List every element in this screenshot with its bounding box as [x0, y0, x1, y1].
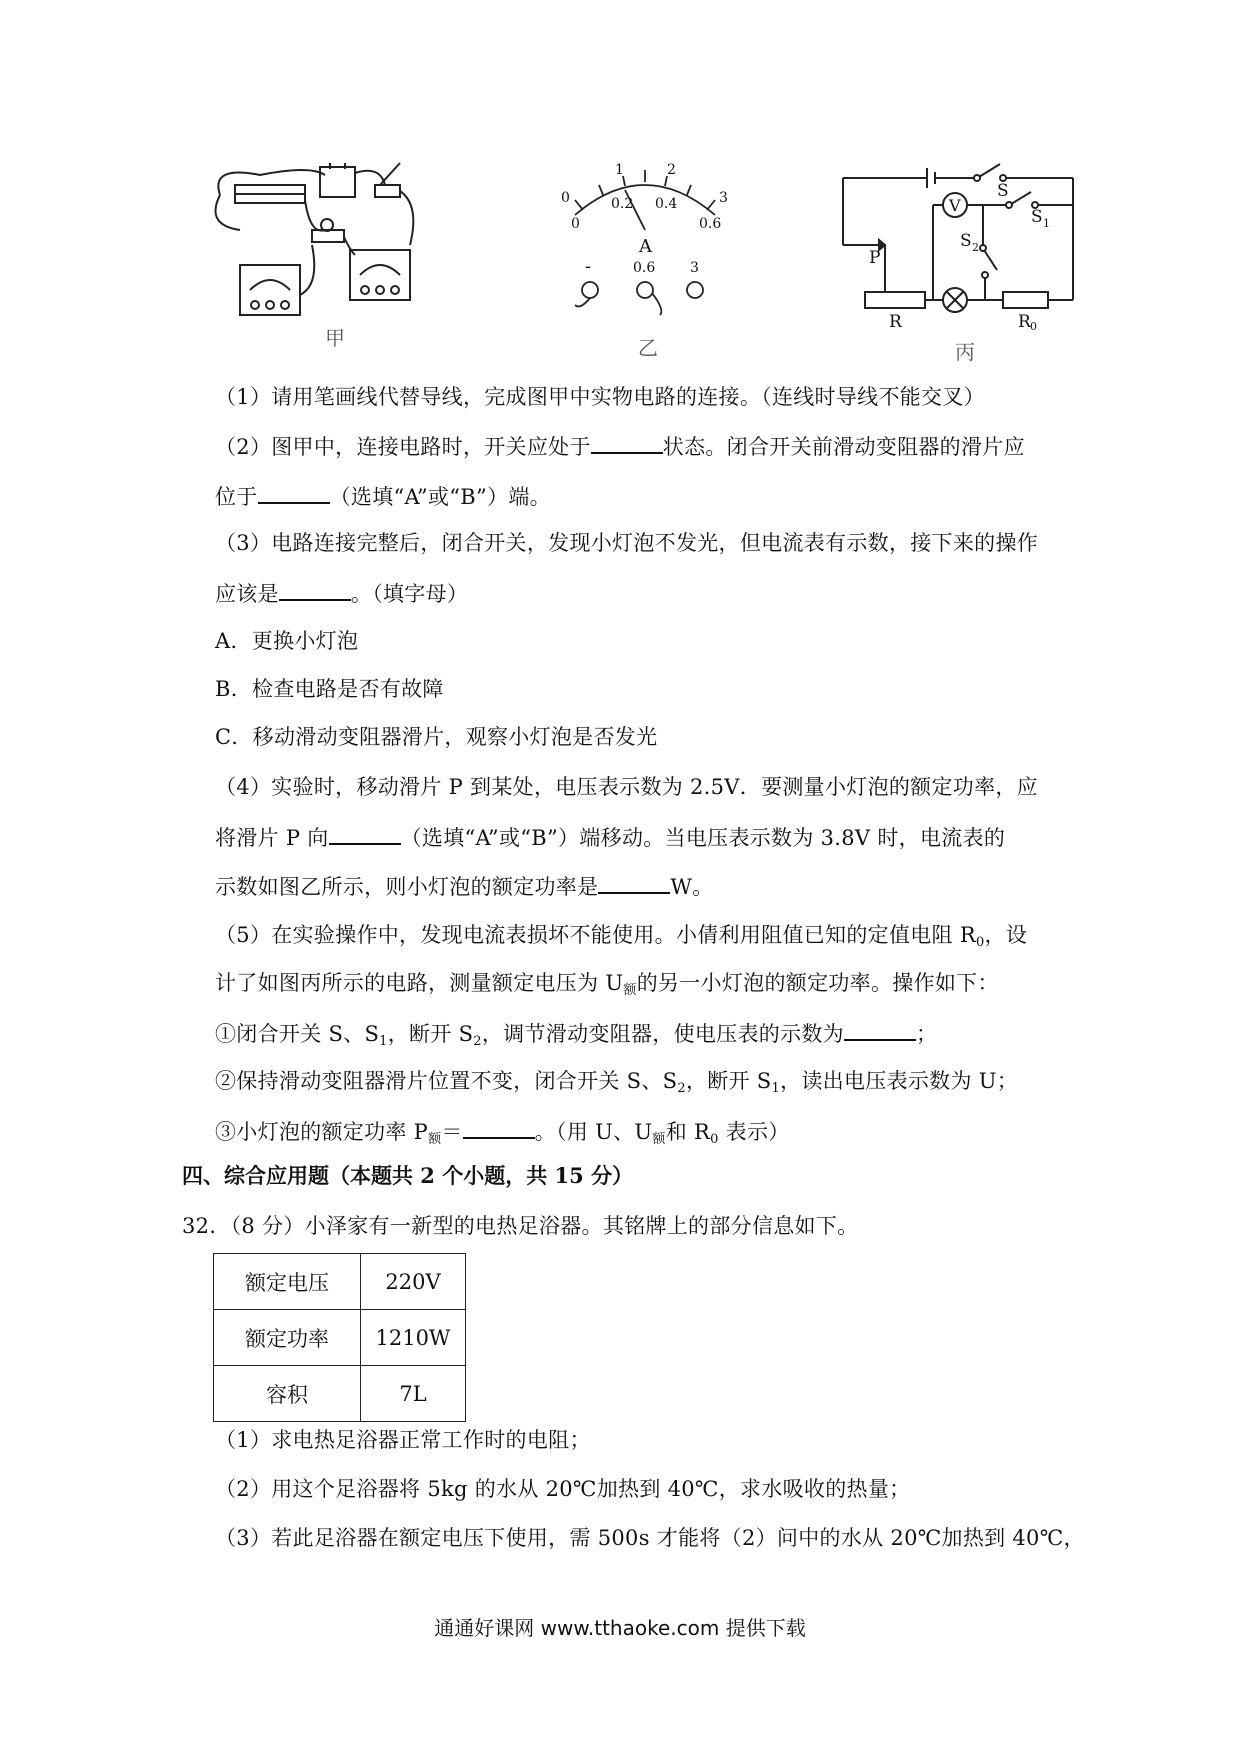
option-text: C．移动滑动变阻器滑片，观察小灯泡是否发光 [215, 725, 658, 749]
table-row [214, 1310, 466, 1366]
figure-jia-label: 甲 [325, 326, 345, 350]
q-text: ，断开 S [387, 1022, 474, 1046]
answer-blank-voltage[interactable] [844, 1017, 916, 1041]
q-text: ①闭合开关 S、S [215, 1022, 380, 1046]
q-text: （5）在实验操作中，发现电流表损坏不能使用。小倩利用阻值已知的定值电阻 R [215, 923, 976, 947]
table-cell: 220V [361, 1254, 466, 1310]
step-1 [215, 1017, 937, 1057]
table-row [214, 1366, 466, 1422]
option-c [215, 722, 657, 752]
circuit-label-s2-sub: 2 [972, 241, 979, 254]
ammeter-top-1: 1 [615, 162, 624, 178]
q-text: ，设 [984, 923, 1028, 947]
subscript: 0 [710, 1132, 719, 1147]
option-b [215, 674, 444, 704]
q-text: 。（用 U、U [534, 1120, 653, 1144]
figure-yi-ammeter [555, 160, 735, 330]
option-text: A．更换小灯泡 [215, 629, 359, 653]
q-text: （1）请用笔画线代替导线，完成图甲中实物电路的连接。（连线时导线不能交叉） [215, 385, 985, 409]
q-text: 和 R [665, 1120, 711, 1144]
q32-stem: 32．（8 分）小泽家有一新型的电热足浴器。其铭牌上的部分信息如下。 [182, 1214, 859, 1238]
ammeter-bottom-0: 0 [571, 216, 580, 232]
q-line-8 [215, 870, 714, 902]
table-cell: 1210W [361, 1310, 466, 1366]
q-line-6 [215, 772, 1038, 802]
q-text: ，读出电压表示数为 U； [780, 1069, 1019, 1093]
circuit-label-s1-sub: 1 [1043, 217, 1050, 230]
q-text: ； [915, 1022, 938, 1046]
q-line-5 [215, 577, 468, 609]
q-text: 示数如图乙所示，则小灯泡的额定功率是 [215, 875, 599, 899]
q32-part-1: （1）求电热足浴器正常工作时的电阻； [215, 1428, 591, 1452]
q-text: ＝ [441, 1120, 463, 1144]
table-row [214, 1254, 466, 1310]
circuit-label-p: P [869, 248, 881, 268]
section-heading: 四、综合应用题（本题共 2 个小题，共 15 分） [182, 1163, 634, 1188]
circuit-label-r: R [889, 312, 902, 330]
q-text: （选填“A”或“B”）端。 [329, 485, 551, 509]
q-text: （选填“A”或“B”）端移动。当电压表示数为 3.8V 时，电流表的 [400, 826, 1006, 850]
step-2 [215, 1066, 1018, 1104]
ammeter-terminal-neg: - [585, 256, 592, 277]
circuit-label-r0: R [1018, 312, 1031, 330]
circuit-label-s2: S [960, 231, 972, 251]
subscript: 额 [428, 1132, 442, 1147]
q-line-3 [215, 480, 551, 512]
q-text: ③小灯泡的额定功率 P [215, 1120, 429, 1144]
subscript: 1 [771, 1081, 781, 1096]
ammeter-bottom-2: 0.4 [655, 196, 678, 212]
q-text: 的另一小灯泡的额定功率。操作如下： [636, 971, 999, 995]
q-text: ，断开 S [685, 1069, 772, 1093]
figure-yi-label: 乙 [638, 336, 658, 360]
ammeter-unit: A [639, 236, 652, 257]
q-text: 计了如图丙所示的电路，测量额定电压为 U [215, 971, 624, 995]
ammeter-top-0: 0 [561, 190, 570, 206]
ammeter-bottom-1: 0.2 [611, 196, 634, 212]
q32-part-2: （2）用这个足浴器将 5kg 的水从 20℃加热到 40℃，求水吸收的热量； [215, 1477, 911, 1501]
subscript: 0 [975, 935, 985, 950]
circuit-label-r0-sub: 0 [1030, 320, 1037, 330]
circuit-label-s: S [997, 181, 1009, 201]
circuit-label-s1: S [1031, 207, 1043, 227]
q-text: 位于 [215, 485, 258, 509]
q-line-7 [215, 821, 1005, 853]
q-text: 应该是 [215, 582, 279, 606]
answer-blank-next-step[interactable] [279, 577, 351, 601]
ammeter-terminal-06: 0.6 [633, 260, 656, 276]
answer-blank-slider-end[interactable] [258, 480, 330, 504]
ammeter-bottom-3: 0.6 [699, 216, 722, 232]
q-text: W。 [670, 875, 714, 899]
nameplate-table [213, 1253, 466, 1422]
q-text: 将滑片 P 向 [215, 826, 329, 850]
q-text: 。（填字母） [350, 582, 469, 606]
figure-bing-circuit [835, 160, 1085, 330]
answer-blank-rated-power[interactable] [598, 870, 670, 894]
table-cell: 额定电压 [214, 1254, 361, 1310]
table-cell: 容积 [214, 1366, 361, 1422]
subscript: 额 [652, 1132, 666, 1147]
q-line-1 [215, 382, 985, 412]
q32-part-3: （3）若此足浴器在额定电压下使用，需 500s 才能将（2）问中的水从 20℃加热到 40℃， [215, 1526, 1085, 1550]
answer-blank-switch-state[interactable] [591, 430, 663, 454]
q-text: ②保持滑动变阻器滑片位置不变，闭合开关 S、S [215, 1069, 678, 1093]
q-line-4 [215, 528, 1038, 558]
table-cell: 额定功率 [214, 1310, 361, 1366]
option-a [215, 626, 358, 656]
q-text: （2）图甲中，连接电路时，开关应处于 [215, 435, 591, 459]
answer-blank-slider-direction[interactable] [329, 821, 401, 845]
ammeter-top-2: 2 [667, 162, 676, 178]
figure-bing-label: 丙 [955, 340, 975, 364]
q-line-10 [215, 968, 999, 1006]
subscript: 额 [623, 983, 637, 998]
ammeter-terminal-3: 3 [690, 260, 699, 276]
ammeter-top-3: 3 [719, 190, 728, 206]
subscript: 1 [379, 1034, 388, 1049]
q-text: （3）电路连接完整后，闭合开关，发现小灯泡不发光，但电流表有示数，接下来的操作 [215, 531, 1039, 555]
q-text: （4）实验时，移动滑片 P 到某处，电压表示数为 2.5V．要测量小灯泡的额定功率，应 [215, 775, 1038, 799]
table-cell: 7L [361, 1366, 466, 1422]
page-footer: 通通好课网 www.tthaoke.com 提供下载 [434, 1616, 806, 1640]
q-text: 状态。闭合开关前滑动变阻器的滑片应 [662, 435, 1025, 459]
q-text: ，调节滑动变阻器，使电压表的示数为 [481, 1022, 844, 1046]
option-text: B．检查电路是否有故障 [215, 677, 444, 701]
circuit-label-v: V [949, 196, 961, 215]
q-line-9 [215, 920, 1027, 958]
subscript: 2 [677, 1081, 686, 1096]
q-text: 表示） [718, 1120, 790, 1144]
step-3 [215, 1115, 790, 1155]
answer-blank-power-expression[interactable] [463, 1115, 535, 1139]
subscript: 2 [473, 1034, 482, 1049]
q-line-2 [215, 430, 1025, 462]
